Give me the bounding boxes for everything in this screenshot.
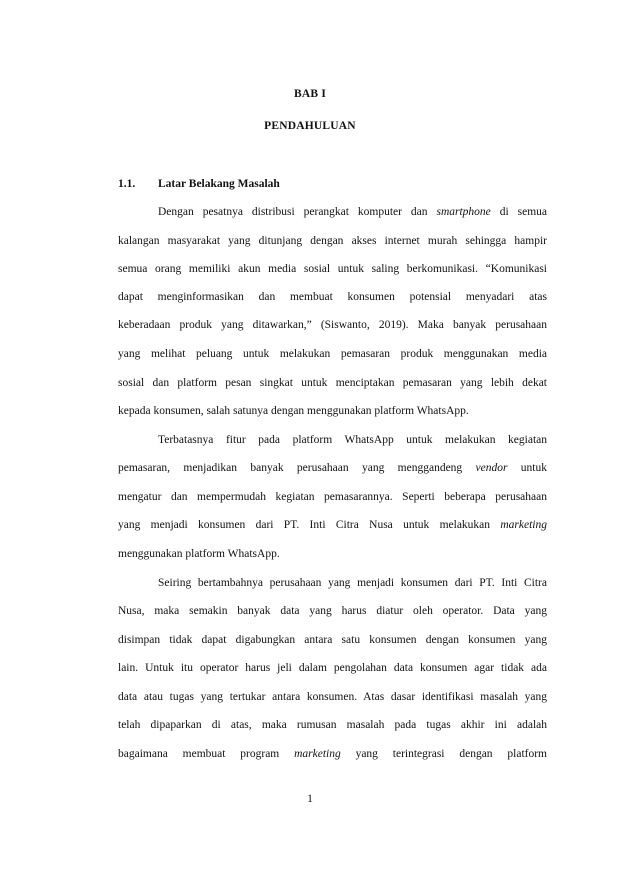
text-run: lain. Untuk itu operator harus jeli dalam pengolahan data konsumen agar tidak ada — [118, 662, 547, 674]
italic-term: vendor — [475, 462, 508, 474]
body-line — [118, 262, 547, 276]
body-line — [158, 205, 547, 219]
text-run: di semua — [490, 206, 547, 218]
italic-term: marketing — [500, 519, 547, 531]
text-run: kepada konsumen, salah satunya dengan menggunakan platform WhatsApp. — [118, 405, 469, 417]
section-number: 1.1. — [118, 178, 136, 190]
text-run: keberadaan produk yang ditawarkan,” (Siswanto, 2019). Maka banyak perusahaan — [118, 319, 547, 331]
chapter-title: PENDAHULUAN — [264, 120, 356, 132]
body-line — [118, 604, 547, 618]
body-line — [118, 347, 547, 361]
text-run: data atau tugas yang tertukar antara konsumen. Atas dasar identifikasi masalah yang — [118, 691, 547, 703]
body-line — [118, 690, 547, 704]
body-line — [118, 547, 547, 561]
italic-term: smartphone — [436, 206, 491, 218]
text-run: Nusa, maka semakin banyak data yang harus diatur oleh operator. Data yang — [118, 605, 547, 617]
body-line — [118, 633, 547, 647]
text-run: Dengan pesatnya distribusi perangkat komputer dan — [158, 206, 437, 218]
text-run: pemasaran, menjadikan banyak perusahaan yang menggandeng — [118, 462, 476, 474]
text-run: semua orang memiliki akun media sosial untuk saling berkomunikasi. “Komunikasi — [118, 263, 547, 275]
page-number: 1 — [307, 793, 313, 805]
text-run: untuk — [507, 462, 547, 474]
body-line — [118, 518, 547, 532]
text-run: menggunakan platform WhatsApp. — [118, 548, 280, 560]
body-line — [158, 433, 547, 447]
body-line — [118, 718, 547, 732]
text-run: bagaimana membuat program — [118, 748, 295, 760]
text-run: yang melihat peluang untuk melakukan pemasaran produk menggunakan media — [118, 348, 547, 360]
body-line — [118, 404, 547, 418]
section-title: Latar Belakang Masalah — [158, 178, 280, 190]
body-line — [118, 490, 547, 504]
text-run: Terbatasnya fitur pada platform WhatsApp untuk melakukan kegiatan — [158, 434, 547, 446]
body-line — [118, 747, 547, 761]
section-heading — [118, 178, 280, 190]
chapter-label: BAB I — [294, 88, 326, 100]
text-run: Seiring bertambahnya perusahaan yang menjadi konsumen dari PT. Inti Citra — [158, 577, 547, 589]
text-run: telah dipaparkan di atas, maka rumusan masalah pada tugas akhir ini adalah — [118, 719, 547, 731]
body-line — [118, 661, 547, 675]
text-run: kalangan masyarakat yang ditunjang dengan akses internet murah sehingga hampir — [118, 235, 547, 247]
body-line — [118, 376, 547, 390]
body-line — [158, 576, 547, 590]
text-run: sosial dan platform pesan singkat untuk menciptakan pemasaran yang lebih dekat — [118, 377, 547, 389]
text-run: disimpan tidak dapat digabungkan antara satu konsumen dengan konsumen yang — [118, 634, 547, 646]
body-line — [118, 234, 547, 248]
text-run: yang terintegrasi dengan platform — [340, 748, 547, 760]
body-line — [118, 290, 547, 304]
body-line — [118, 318, 547, 332]
body-line — [118, 461, 547, 475]
italic-term: marketing — [294, 748, 341, 760]
text-run: yang menjadi konsumen dari PT. Inti Citra Nusa untuk melakukan — [118, 519, 501, 531]
text-run: dapat menginformasikan dan membuat konsumen potensial menyadari atas — [118, 291, 547, 303]
text-run: mengatur dan mempermudah kegiatan pemasarannya. Seperti beberapa perusahaan — [118, 491, 547, 503]
